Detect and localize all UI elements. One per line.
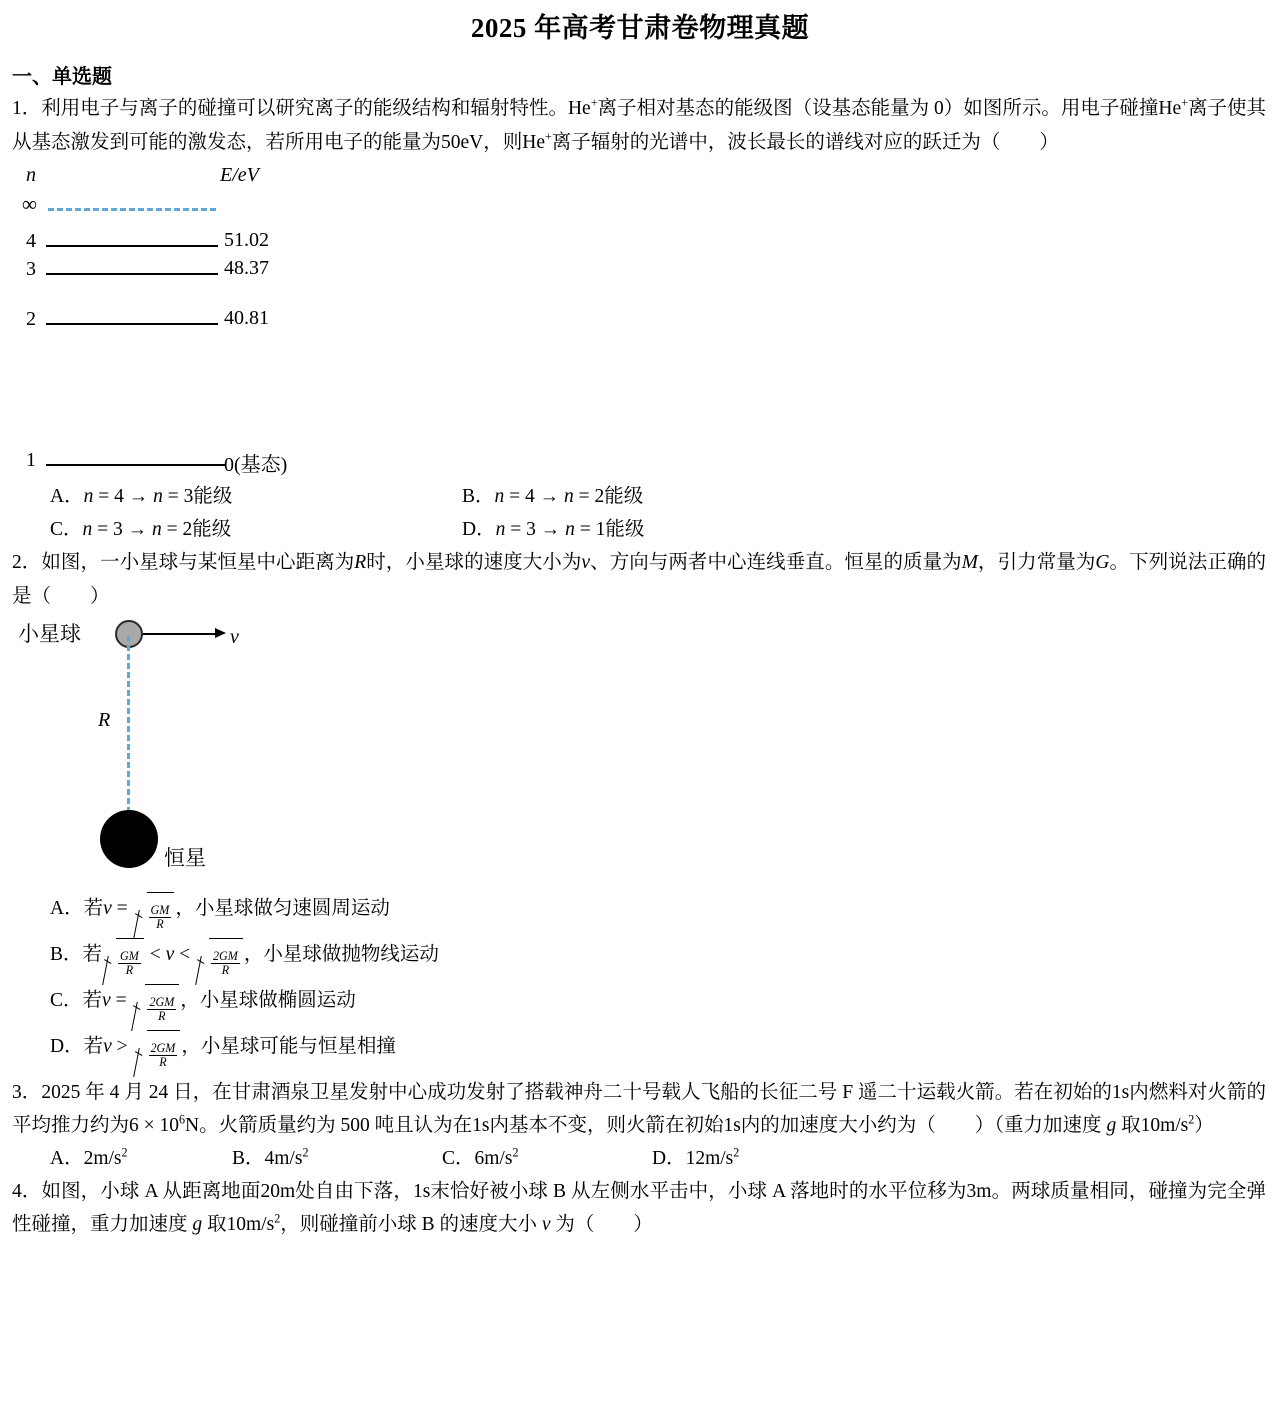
q2-stem-b: 时，小星球的速度大小为 <box>366 552 582 573</box>
q2-stem-c: 、方向与两者中心连线垂直。恒星的质量为 <box>590 552 962 573</box>
q1-sup-1: + <box>590 95 598 110</box>
q1-stem-part1b: 离子相对基态的能级图（设基态能量为 0）如 <box>597 98 983 119</box>
q2-B-radical-1: $\frac{GM}{R}$ <box>103 938 144 986</box>
q3-stem-line2a: 若在初始的1s内燃料对火箭的平均推力约为6 × 10 <box>12 1082 1266 1136</box>
energy-level-diagram <box>12 160 432 480</box>
q3-option-C[interactable]: C．$6m/s^2$ <box>442 1145 519 1169</box>
q3-stem-line3c: ） <box>1194 1115 1214 1136</box>
q3-var-g: g <box>1106 1115 1117 1136</box>
q2-var-v: v <box>581 552 591 573</box>
q3-option-A[interactable]: A．$2m/s^2$ <box>50 1145 128 1169</box>
big-body-label: 恒星 <box>164 846 206 870</box>
level-4-value: 51.02 <box>224 229 269 251</box>
q2-var-G: G <box>1095 552 1110 573</box>
q1-stem-part2c: 离子辐射的光谱 <box>551 132 689 153</box>
question-4-stem <box>12 1175 1266 1241</box>
q2-var-R: R <box>354 552 367 573</box>
level-2-value: 40.81 <box>224 307 269 329</box>
distance-label: R <box>98 709 111 731</box>
q4-sup-unit: 2 <box>274 1211 281 1226</box>
q4-var-g: g <box>192 1214 203 1235</box>
q2-stem-f: 。下列说法正确的是（ ） <box>12 552 1266 607</box>
q4-var-v: v <box>541 1214 551 1235</box>
question-1-stem <box>12 92 1266 160</box>
level-2-line <box>46 323 218 325</box>
question-2-stem <box>12 546 1266 614</box>
level-3-line <box>46 273 218 275</box>
infinity-level-label: ∞ <box>22 192 37 216</box>
q1-option-row-2 <box>12 513 1280 546</box>
q3-stem-line3a: 1s内的加速度大小约为（ ）（重力加速度 <box>723 1115 1107 1136</box>
level-3-n: 3 <box>26 258 36 280</box>
q1-stem-part2b: 离子使其从基态激发到可能的激发态，若所用电子的能量为50eV，则He <box>12 98 1266 153</box>
q4-stem-line1: 4．如图，小球 A 从距离地面20m处自由下落，1s末恰好被小球 B 从左侧水平击中，小球 A 落地时的水平位移为3m。 <box>12 1181 1012 1202</box>
q1-sup-3: + <box>544 129 552 144</box>
q2-option-C[interactable]: C．若v = $\frac{2GM}{R}$ ，小星球做椭圆运动 <box>12 978 1280 1024</box>
level-4-n: 4 <box>26 230 36 252</box>
q2-option-A[interactable]: A．若v = $\frac{GM}{R}$ ，小星球做匀速圆周运动 <box>12 886 1280 932</box>
velocity-label: v <box>230 626 239 648</box>
exam-page <box>0 10 1280 1417</box>
q4-stem-line2c: ，则碰撞前小球 B 的速度大小 <box>280 1214 542 1235</box>
q3-option-B[interactable]: B．$4m/s^2$ <box>232 1145 309 1169</box>
q2-C-radical: $\frac{2GM}{R}$ <box>132 984 179 1032</box>
q1-option-row-1 <box>12 480 1280 513</box>
q2-stem-d: ， <box>977 552 998 573</box>
q4-stem-line2d: 为（ ） <box>550 1214 653 1235</box>
q3-sup-exp: 6 <box>179 1112 186 1127</box>
q1-option-A[interactable]: A．n = 4 → n = 3能级 <box>50 486 233 507</box>
q1-stem-part2a: 图所示。用电子碰撞He <box>982 98 1182 119</box>
level-3-value: 48.37 <box>224 257 269 279</box>
q2-option-D[interactable]: D．若v > $\frac{2GM}{R}$ ，小星球可能与恒星相撞 <box>12 1024 1280 1070</box>
q4-stem-line2a: 两球质量相同，碰撞为完全弹性碰撞，重力加速度 <box>12 1181 1266 1235</box>
axis-n-label: n <box>26 164 36 186</box>
q3-stem-line2b: N。火箭质量约为 500 吨且认为在1s内基本不变，则火箭在初始 <box>185 1115 724 1136</box>
level-2-n: 2 <box>26 308 36 330</box>
question-1-options <box>12 480 1280 546</box>
q2-stem-a: 2．如图，一小星球与某恒星中心距离为 <box>12 552 355 573</box>
q2-option-B[interactable]: B．若 $\frac{GM}{R}$ < v < $\frac{2GM}{R}$ ，小星球做抛物线运动 <box>12 932 1280 978</box>
q2-stem-e: 引力常量为 <box>997 552 1096 573</box>
small-body-label: 小星球 <box>18 622 81 646</box>
q1-option-D[interactable]: D．n = 3 → n = 1能级 <box>462 519 645 540</box>
q3-stem-line1: 3．2025 年 4 月 24 日，在甘肃酒泉卫星发射中心成功发射了搭载神舟二十号载人飞船的长征二号 F 遥二十运载火箭。 <box>12 1082 1015 1103</box>
q1-option-B[interactable]: B．n = 4 → n = 2能级 <box>462 486 644 507</box>
q3-stem-line3b: 取10m/s <box>1116 1115 1189 1136</box>
velocity-vector-line <box>143 633 217 635</box>
q1-sup-2: + <box>1181 95 1188 110</box>
ionization-dashed-line <box>48 208 216 211</box>
page-title: 2025 年高考甘肃卷物理真题 <box>470 13 810 43</box>
star-orbit-diagram <box>12 614 432 886</box>
question-3-stem <box>12 1076 1266 1142</box>
velocity-arrowhead <box>215 628 226 638</box>
question-2-options <box>12 886 1280 1070</box>
q3-option-D[interactable]: D．$12m/s^2$ <box>652 1145 740 1169</box>
level-1-value: 0(基态) <box>224 454 288 476</box>
q2-A-radical: $\frac{GM}{R}$ <box>134 892 175 940</box>
question-3-options <box>12 1142 1280 1175</box>
q2-D-radical: $\frac{2GM}{R}$ <box>134 1030 181 1078</box>
q3-sup-unit: 2 <box>1188 1112 1195 1127</box>
q1-stem-part3: 中，波长最长的谱线对应的跃迁为（ ） <box>688 132 1059 153</box>
big-body-circle <box>100 810 158 868</box>
level-1-n: 1 <box>26 449 36 471</box>
section-heading: 一、单选题 <box>12 66 112 88</box>
q1-option-C[interactable]: C．n = 3 → n = 2能级 <box>50 519 232 540</box>
q2-B-radical-2: $\frac{2GM}{R}$ <box>196 938 243 986</box>
q4-stem-line2b: 取10m/s <box>202 1214 275 1235</box>
axis-energy-label: E/eV <box>220 164 259 186</box>
q1-stem-part1: 1．利用电子与离子的碰撞可以研究离子的能级结构和辐射特性。He <box>12 98 591 119</box>
level-1-line <box>46 464 226 466</box>
level-4-line <box>46 245 218 247</box>
q2-var-M: M <box>961 552 978 573</box>
